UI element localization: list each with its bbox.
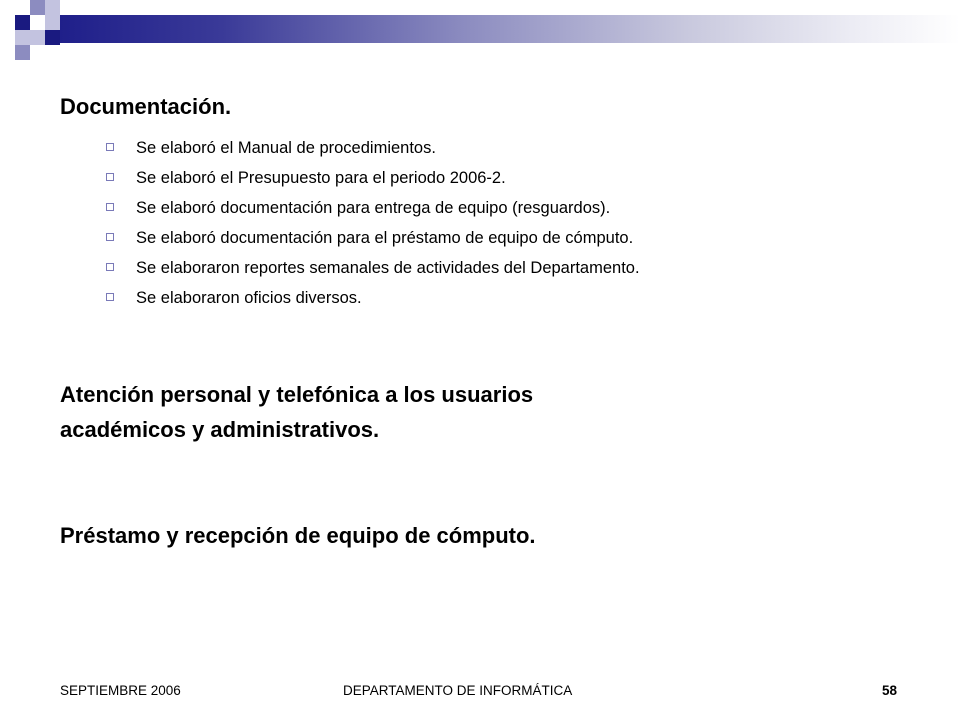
heading-line: Atención personal y telefónica a los usuarios (60, 382, 534, 407)
square-bullet-icon (106, 203, 114, 211)
list-item (105, 253, 640, 283)
square-bullet-icon (106, 263, 114, 271)
section-heading-prestamo: Préstamo y recepción de equipo de cómputo. (60, 523, 536, 548)
bullet-text: Se elaboró el Presupuesto para el periodo 2006-2. (136, 169, 506, 187)
decor-square-lavender (15, 30, 30, 45)
slide-number: 58 (882, 683, 898, 698)
list-item (105, 283, 640, 313)
bullet-text: Se elaboró el Manual de procedimientos. (136, 139, 436, 157)
bullet-text: Se elaboraron reportes semanales de actividades del Departamento. (136, 259, 640, 277)
list-item (105, 133, 640, 163)
decor-square-navy (45, 30, 60, 45)
decor-square-slate (30, 0, 45, 15)
section-heading-atencion (60, 377, 533, 447)
square-bullet-icon (106, 143, 114, 151)
decor-square-lavender (45, 15, 60, 30)
list-item (105, 163, 640, 193)
bullet-text: Se elaboró documentación para entrega de equipo (resguardos). (136, 199, 611, 217)
list-item (105, 193, 640, 223)
list-item (105, 223, 640, 253)
decor-square-lavender (45, 0, 60, 15)
heading-line: académicos y administrativos. (60, 417, 380, 442)
bullet-text: Se elaboró documentación para el préstamo de equipo de cómputo. (136, 229, 634, 247)
square-bullet-icon (106, 173, 114, 181)
header-gradient-bar (60, 15, 960, 43)
footer-department: DEPARTAMENTO DE INFORMÁTICA (343, 683, 573, 698)
square-bullet-icon (106, 233, 114, 241)
section-heading-documentacion: Documentación. (60, 94, 232, 119)
decor-square-lavender (30, 30, 45, 45)
decor-square-slate (15, 45, 30, 60)
bullet-list (105, 133, 640, 313)
square-bullet-icon (106, 293, 114, 301)
footer-date: SEPTIEMBRE 2006 (60, 683, 181, 698)
bullet-text: Se elaboraron oficios diversos. (136, 289, 362, 307)
decor-square-navy (15, 15, 30, 30)
